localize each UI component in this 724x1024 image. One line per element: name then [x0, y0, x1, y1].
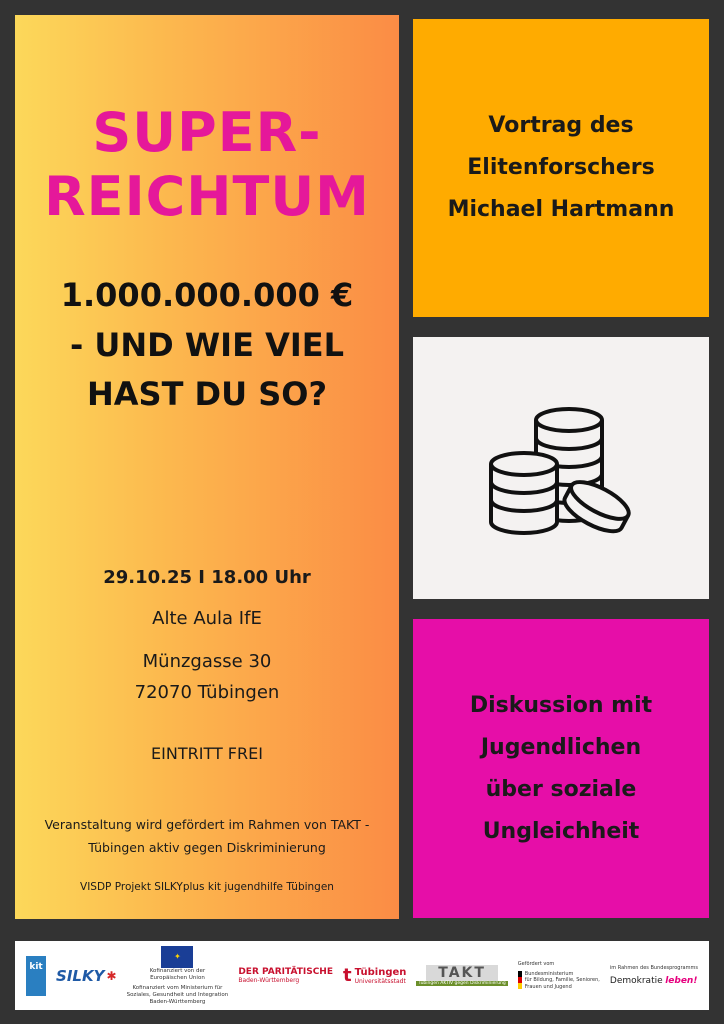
coins-box — [413, 337, 709, 599]
takt-logo — [416, 965, 507, 986]
sponsor-footer — [15, 941, 709, 1010]
demokratie-text: Demokratie — [609, 976, 663, 986]
discussion-line-3: über soziale — [485, 776, 637, 802]
talk-line-2: Elitenforschers — [467, 155, 655, 180]
eu-line-2: Europäischen Union — [150, 974, 205, 981]
tuebingen-logo — [343, 965, 406, 986]
discussion-box — [413, 619, 709, 918]
subtitle-line-3: HAST DU SO? — [86, 375, 328, 413]
bmfsfj-logo — [518, 961, 600, 990]
ministry-line-3: Baden-Württemberg — [149, 998, 206, 1005]
paritaetische-logo — [238, 967, 333, 984]
discussion-line-4: Ungleichheit — [482, 818, 640, 844]
subtitle-line-2: - UND WIE VIEL — [69, 326, 344, 364]
eu-line-1: Kofinanziert von der — [149, 967, 206, 974]
german-flag-icon — [518, 971, 522, 989]
demokratie-label: im Rahmen des Bundesprogramms — [609, 965, 698, 971]
tuebingen-sub: Universitätsstadt — [354, 977, 406, 985]
bmfsfj-label: Gefördert vom — [517, 961, 555, 967]
takt-text: TAKT — [426, 965, 498, 981]
left-panel — [15, 15, 399, 919]
silky-logo — [56, 967, 117, 985]
leben-text: leben! — [665, 976, 698, 986]
talk-box — [413, 19, 709, 317]
admission-text: EINTRITT FREI — [151, 744, 263, 763]
title-line-2: REICHTUM — [44, 165, 370, 228]
event-city: 72070 Tübingen — [134, 682, 280, 703]
demokratie-leben-logo — [610, 965, 698, 986]
paritaetische-name: DER PARITÄTISCHE — [238, 967, 333, 977]
event-venue: Alte Aula IfE — [152, 608, 262, 629]
visdp-text: VISDP Projekt SILKYplus kit jugendhilfe Tübingen — [80, 881, 334, 893]
bmfsfj-line-3: Frauen und Jugend — [524, 983, 572, 990]
kit-logo — [26, 956, 46, 996]
subtitle-line-1: 1.000.000.000 € — [60, 276, 354, 314]
takt-sub: Tübingen AKTIV gegen Diskriminierung — [418, 981, 506, 986]
bmfsfj-line-1: Bundesministerium — [524, 970, 574, 977]
event-date-time: 29.10.25 I 18.00 Uhr — [103, 567, 311, 588]
eu-flag-icon: ✦ — [161, 946, 193, 968]
funding-line-2: Tübingen aktiv gegen Diskriminierung — [88, 840, 326, 855]
tuebingen-t-icon: t — [343, 965, 352, 986]
bmfsfj-line-2: für Bildung, Familie, Senioren, — [524, 977, 600, 983]
talk-line-1: Vortrag des — [488, 113, 634, 138]
silky-star-icon: ✱ — [106, 968, 117, 983]
eu-ministry-logo — [127, 946, 229, 1006]
coins-stack-icon — [486, 398, 636, 538]
funding-line-1: Veranstaltung wird gefördert im Rahmen von TAKT - — [44, 817, 370, 832]
talk-line-3: Michael Hartmann — [447, 197, 675, 222]
event-street: Münzgasse 30 — [142, 651, 272, 672]
discussion-line-2: Jugendlichen — [480, 734, 642, 760]
paritaetische-region: Baden-Württemberg — [238, 977, 300, 984]
ministry-line-2: Soziales, Gesundheit und Integration — [126, 991, 229, 998]
discussion-line-1: Diskussion mit — [469, 692, 653, 718]
silky-text: SILKY — [56, 966, 105, 985]
title-line-1: SUPER- — [92, 101, 322, 164]
kit-logo-mark: kit — [26, 956, 46, 996]
ministry-line-1: Kofinanziert vom Ministerium für — [132, 984, 223, 991]
tuebingen-name: Tübingen — [354, 966, 407, 978]
